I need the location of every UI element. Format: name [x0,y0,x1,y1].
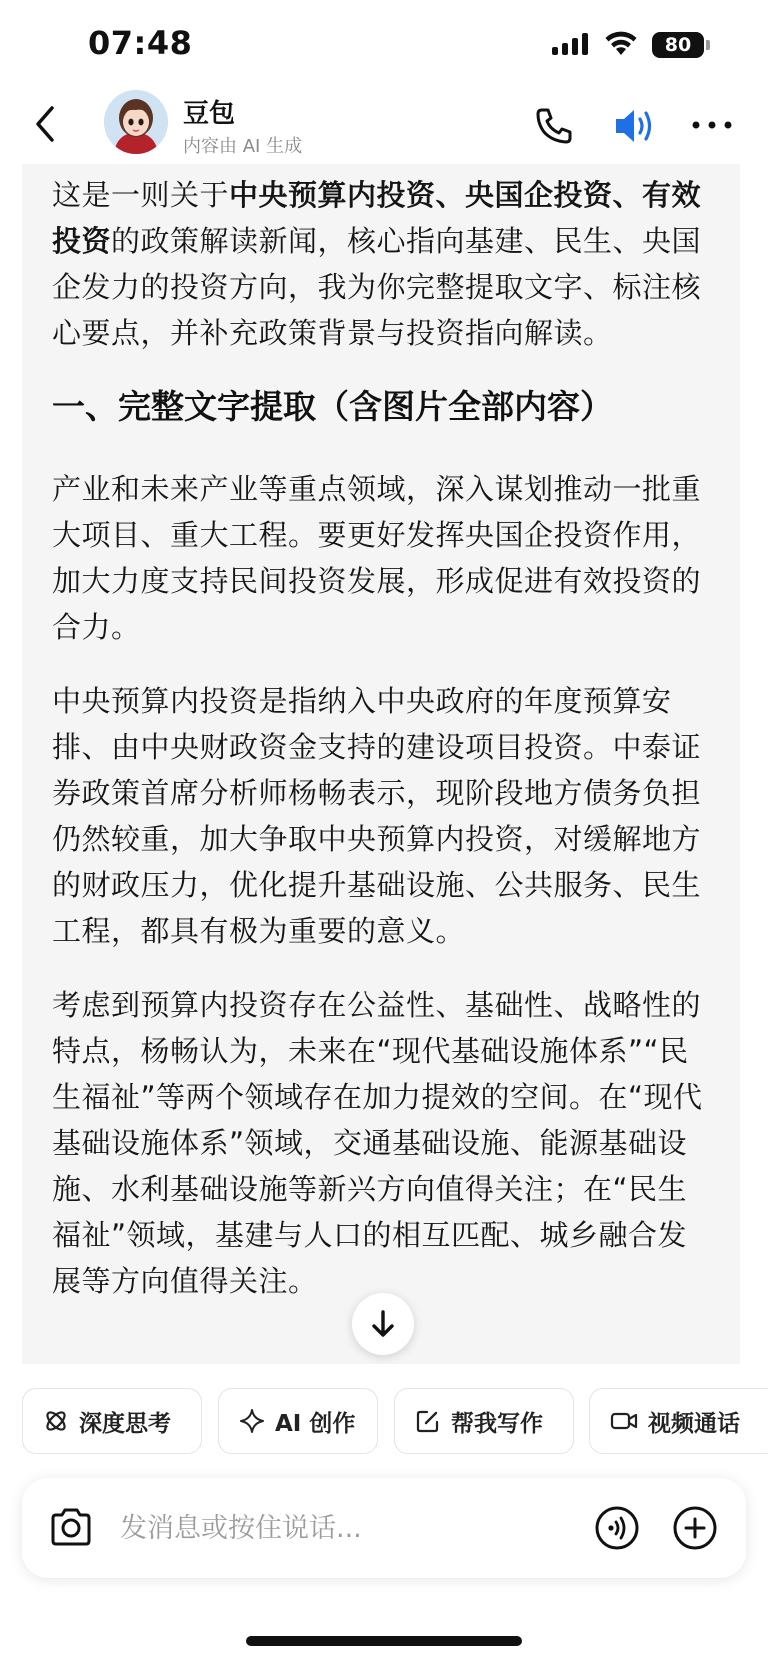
sparkle-icon [239,1408,265,1434]
contact-name: 豆包 [183,99,236,129]
video-icon [610,1408,638,1434]
chip-label: 深度思考 [79,1410,171,1437]
status-bar [0,0,768,90]
intro-text-start: 这是一则关于 [52,178,230,212]
wifi-icon [604,30,638,56]
atom-icon [43,1408,69,1434]
ai-create-chip[interactable] [218,1388,378,1454]
battery-tip [706,40,710,50]
cellular-signal-icon [552,33,592,55]
camera-icon[interactable] [48,1506,94,1548]
message-input[interactable] [118,1503,558,1553]
back-arrow-icon[interactable] [28,102,64,146]
section-heading: 一、完整文字提取（含图片全部内容） [52,387,613,426]
edit-icon [415,1408,441,1434]
quick-actions [0,1388,768,1456]
paragraph-2: 中央预算内投资是指纳入中央政府的年度预算安排、由中央财政资金支持的建设项目投资。中泰证券政策首席分析师杨畅表示，现阶段地方债务负担仍然较重，加大争取中央预算内投资，对缓解地方的财政压力，优化提升基础设施、公共服务、民生工程，都具有极为重要的意义。 [52,684,702,948]
plus-icon[interactable] [672,1505,718,1551]
chip-label: 帮我写作 [451,1410,543,1437]
speaker-icon[interactable] [612,104,660,148]
phone-icon[interactable] [532,104,576,148]
intro-bold-keywords: 中央预算内投资、央国企投资、有效投资 [52,178,702,258]
chat-header [0,90,768,162]
paragraph-3: 考虑到预算内投资存在公益性、基础性、战略性的特点，杨畅认为，未来在“现代基础设施体系”“民生福祉”等两个领域存在加力提效的空间。在“现代基础设施体系”领域，交通基础设施、能源基础设施、水利基础设施等新兴方向值得关注；在“民生福祉”领域，基建与人口的相互匹配、城乡融合发展等方向值得关注。 [52,988,703,1298]
more-options-icon[interactable] [690,110,734,140]
message-composer [22,1478,746,1578]
video-call-chip[interactable] [589,1388,768,1454]
chip-label: AI 创作 [275,1410,356,1437]
ai-generated-label: 内容由 AI 生成 [183,136,303,157]
paragraph-1: 产业和未来产业等重点领域，深入谋划推动一批重大项目、重大工程。要更好发挥央国企投资作用，加大力度支持民间投资发展，形成促进有效投资的合力。 [52,472,702,644]
message-content [22,164,740,1304]
status-time: 07:48 [88,24,193,62]
arrow-down-icon [369,1309,397,1339]
avatar[interactable] [104,90,168,154]
battery-indicator: 80 [652,32,704,58]
intro-text-end: 的政策解读新闻，核心指向基建、民生、央国企发力的投资方向，我为你完整提取文字、标注核心要点，并补充政策背景与投资指向解读。 [52,224,702,350]
avatar-illustration [104,90,168,154]
voice-input-icon[interactable] [594,1505,640,1551]
help-write-chip[interactable] [394,1388,574,1454]
scroll-to-bottom-button[interactable] [352,1293,414,1355]
home-indicator [246,1636,522,1646]
ai-message-bubble [22,164,740,1364]
chip-label: 视频通话 [648,1410,740,1437]
deep-thinking-chip[interactable] [22,1388,202,1454]
intro-paragraph [52,172,710,356]
